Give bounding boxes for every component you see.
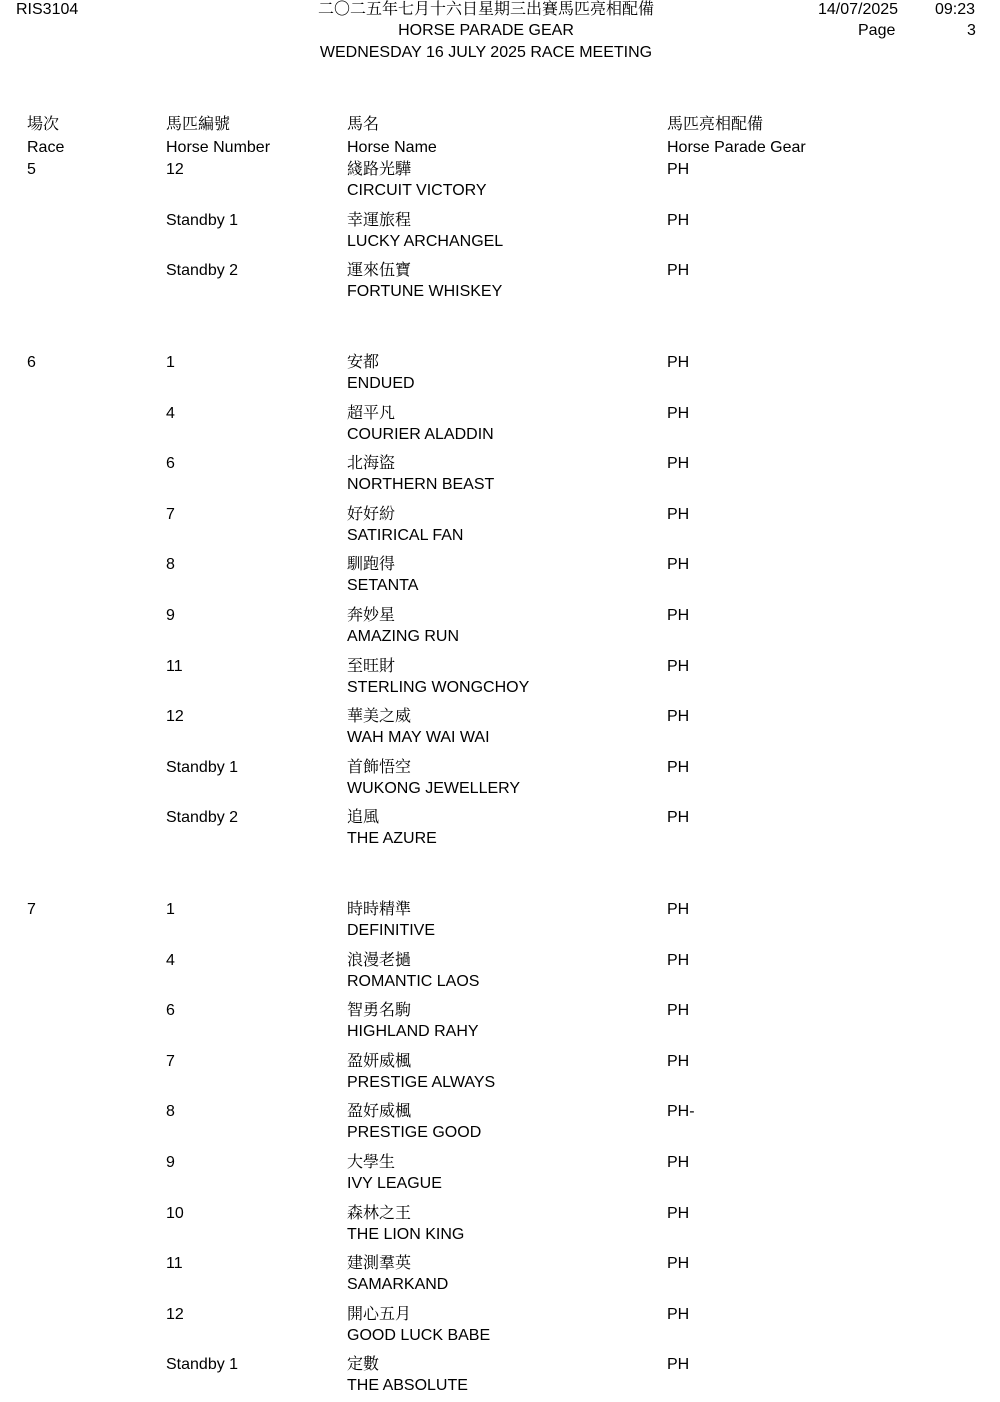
print-date: 14/07/2025 [818,1,899,18]
horse-name-chinese: 定數 [347,1356,380,1373]
horse-name-chinese: 追風 [347,809,380,826]
horse-number: Standby 1 [166,1356,239,1373]
parade-gear: PH [667,262,690,279]
horse-name-chinese: 奔妙星 [347,607,396,624]
column-header-gear-en: Horse Parade Gear [667,139,806,156]
horse-name-english: SAMARKAND [347,1276,449,1293]
horse-name-english: STERLING WONGCHOY [347,679,530,696]
page-label: Page [858,22,896,39]
horse-number: 12 [166,161,184,178]
horse-number: Standby 2 [166,809,239,826]
column-header-horse-name-cn: 馬名 [347,116,380,133]
parade-gear: PH- [667,1103,695,1120]
horse-number: 1 [166,354,175,371]
horse-number: 11 [166,1255,183,1272]
horse-number: 12 [166,708,184,725]
report-subtitle: WEDNESDAY 16 JULY 2025 RACE MEETING [319,44,653,61]
horse-number: 6 [166,455,175,472]
horse-number: 7 [166,1053,175,1070]
horse-name-chinese: 綫路光驊 [347,161,412,178]
parade-gear: PH [667,1053,690,1070]
parade-gear: PH [667,708,690,725]
column-header-race-cn: 場次 [27,116,60,133]
horse-number: 4 [166,952,175,969]
horse-name-chinese: 建測羣英 [347,1255,412,1272]
parade-gear: PH [667,1356,690,1373]
column-header-gear-cn: 馬匹亮相配備 [667,116,764,133]
horse-name-english: ENDUED [347,375,415,392]
report-title-chinese: 二〇二五年七月十六日星期三出賽馬匹亮相配備 [317,1,654,18]
parade-gear: PH [667,1002,690,1019]
horse-name-chinese: 智勇名駒 [347,1002,412,1019]
horse-number: 9 [166,1154,175,1171]
horse-number: 7 [166,506,175,523]
parade-gear: PH [667,952,690,969]
parade-gear: PH [667,658,690,675]
column-header-horse-number-en: Horse Number [166,139,271,156]
horse-name-english: IVY LEAGUE [347,1175,442,1192]
report-code: RIS3104 [16,1,79,18]
horse-name-chinese: 幸運旅程 [347,212,412,229]
horse-name-chinese: 至旺財 [347,658,396,675]
horse-name-english: HIGHLAND RAHY [347,1023,479,1040]
horse-name-english: THE ABSOLUTE [347,1377,468,1394]
race-number: 6 [27,354,36,371]
race-number: 7 [27,901,36,918]
horse-name-english: SETANTA [347,577,419,594]
horse-number: 6 [166,1002,175,1019]
horse-name-chinese: 安都 [347,354,380,371]
horse-name-chinese: 盈妍威楓 [347,1053,412,1070]
horse-number: 10 [166,1205,184,1222]
parade-gear: PH [667,161,690,178]
parade-gear: PH [667,607,690,624]
horse-name-english: THE AZURE [347,830,437,847]
horse-number: 8 [166,1103,175,1120]
page-number: 3 [967,22,976,39]
parade-gear: PH [667,809,690,826]
parade-gear: PH [667,1306,690,1323]
horse-name-english: FORTUNE WHISKEY [347,283,503,300]
horse-number: 11 [166,658,183,675]
parade-gear: PH [667,901,690,918]
horse-name-english: THE LION KING [347,1226,465,1243]
parade-gear: PH [667,1154,690,1171]
print-time: 09:23 [935,1,976,18]
column-header-horse-name-en: Horse Name [347,139,437,156]
horse-name-chinese: 北海盜 [347,455,396,472]
horse-name-english: DEFINITIVE [347,922,436,939]
horse-name-english: COURIER ALADDIN [347,426,494,443]
horse-name-chinese: 時時精準 [347,901,412,918]
horse-name-english: SATIRICAL FAN [347,527,464,544]
parade-gear: PH [667,212,690,229]
column-header-race-en: Race [27,139,65,156]
horse-name-chinese: 浪漫老撾 [347,952,412,969]
parade-gear: PH [667,354,690,371]
horse-name-chinese: 大學生 [347,1154,396,1171]
horse-name-english: WUKONG JEWELLERY [347,780,521,797]
horse-name-english: PRESTIGE ALWAYS [347,1074,496,1091]
horse-name-english: NORTHERN BEAST [347,476,495,493]
horse-number: Standby 1 [166,212,239,229]
horse-name-english: CIRCUIT VICTORY [347,182,487,199]
horse-name-english: AMAZING RUN [347,628,459,645]
horse-name-chinese: 馴跑得 [347,556,396,573]
horse-name-chinese: 盈好威楓 [347,1103,412,1120]
column-header-horse-number-cn: 馬匹編號 [166,116,231,133]
horse-name-chinese: 華美之威 [347,708,412,725]
horse-number: 1 [166,901,175,918]
parade-gear: PH [667,556,690,573]
parade-gear: PH [667,1205,690,1222]
horse-name-english: GOOD LUCK BABE [347,1327,491,1344]
parade-gear: PH [667,1255,690,1272]
horse-number: 12 [166,1306,184,1323]
horse-name-english: ROMANTIC LAOS [347,973,480,990]
horse-name-english: LUCKY ARCHANGEL [347,233,504,250]
parade-gear: PH [667,405,690,422]
horse-name-chinese: 開心五月 [347,1306,412,1323]
horse-number: Standby 1 [166,759,239,776]
parade-gear: PH [667,506,690,523]
parade-gear: PH [667,759,690,776]
race-number: 5 [27,161,36,178]
horse-name-chinese: 超平凡 [347,405,396,422]
horse-name-chinese: 運來伍寶 [347,262,412,279]
parade-gear: PH [667,455,690,472]
horse-name-chinese: 首飾悟空 [347,759,412,776]
horse-name-chinese: 森林之王 [347,1205,412,1222]
report-title-english: HORSE PARADE GEAR [398,22,574,39]
horse-number: Standby 2 [166,262,239,279]
horse-number: 4 [166,405,175,422]
horse-name-english: WAH MAY WAI WAI [347,729,490,746]
horse-number: 9 [166,607,175,624]
horse-name-chinese: 好好紛 [347,506,396,523]
horse-name-english: PRESTIGE GOOD [347,1124,482,1141]
horse-number: 8 [166,556,175,573]
